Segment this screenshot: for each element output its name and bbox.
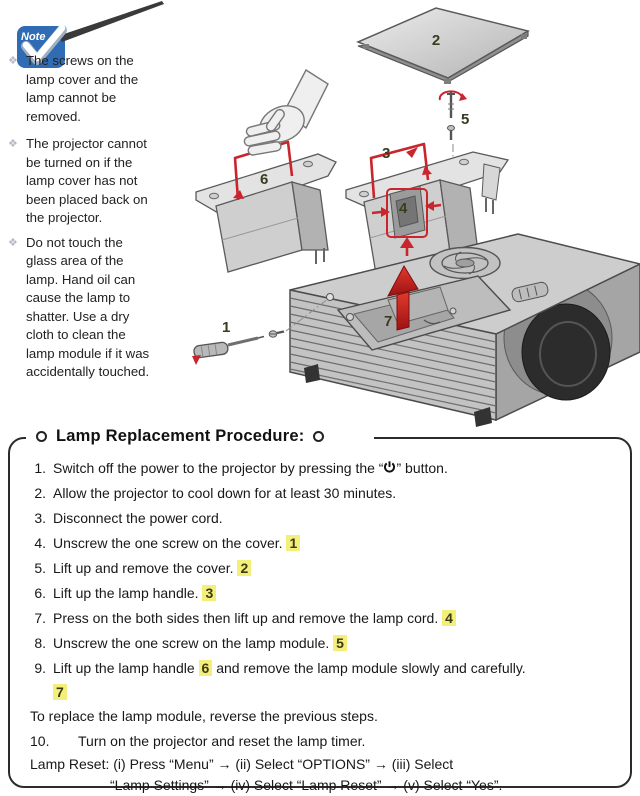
step-text: Turn on the projector and reset the lamp timer. [78,733,366,749]
note-text: The screws on the lamp cover and the lamp cannot be removed. [26,53,139,124]
step-number: 6. [34,585,46,601]
procedure-steps [10,439,630,796]
step-text: Lift up the lamp handle. 3 [53,581,620,606]
step-text: Unscrew the one screw on the cover. 1 [53,531,620,556]
replace-note: To replace the lamp module, reverse the previous steps. [30,708,378,724]
diagram-ref-highlight: 7 [53,684,67,700]
note-icon-label: Note [21,31,46,43]
procedure-step-7 [24,606,620,631]
note-item-screws [8,52,180,126]
step-number: 5. [34,560,46,576]
diagram-ref-highlight: 3 [202,585,216,601]
power-icon [383,460,396,474]
procedure-step-9 [24,656,620,703]
connector-ring-icon [36,431,47,442]
procedure-title: Lamp Replacement Procedure: [56,427,305,445]
step-number: 4. [34,535,46,551]
fan-grille [430,248,500,279]
step-number: 3. [34,510,46,526]
callout-6: 6 [260,171,269,188]
checkmark-tail [58,1,164,42]
callout-5: 5 [461,111,470,128]
step-text: Press on the both sides then lift up and remove the lamp cord. 4 [53,606,620,631]
step-text: Lift up the lamp handle 6 and remove the lamp module slowly and carefully. 7 [53,660,526,700]
diamond-bullet-icon: ❖ [8,55,18,67]
step-text: Disconnect the power cord. [53,510,223,526]
note-item-glass [8,234,180,382]
sidebar-notes [8,52,180,391]
step-number: 7. [34,610,46,626]
callout-2: 2 [431,32,441,49]
procedure-step-8 [24,631,620,656]
step-text: Allow the projector to cool down for at least 30 minutes. [53,485,397,501]
diamond-bullet-icon: ❖ [8,236,18,249]
diagram-ref-highlight: 6 [199,660,213,676]
callout-1: 1 [222,319,231,336]
procedure-box [8,427,632,793]
step-number: 10. [30,733,50,749]
step-text [53,456,620,481]
procedure-step-6 [24,581,620,606]
procedure-step-2 [24,481,620,506]
procedure-step-4 [24,531,620,556]
diagram-ref-highlight: 1 [286,535,300,551]
procedure-step-3 [24,506,620,531]
diagram-ref-highlight: 5 [333,635,347,651]
step-text-pre: Switch off the power to the projector by pressing the “ [53,460,384,476]
step-text: Unscrew the one screw on the lamp module. 5 [53,631,620,656]
step-number: 1. [34,460,46,476]
diamond-bullet-icon: ❖ [8,138,18,150]
procedure-step-1 [24,456,620,481]
step-number: 9. [34,660,46,676]
step-text-post: ” button. [396,460,448,476]
lamp-module-handle-view [196,70,336,272]
note-text: Do not touch the glass area of the lamp. Hand oil can cause the lamp to shatter. Use a dry cloth to clean the lamp module if it was accidentally touched. [26,234,150,379]
lamp-reset-line2: “Lamp Settings” → (iv) Select “Lamp Reset” → (v) Select “Yes”. [110,777,503,793]
lamp-replacement-diagram [178,0,640,432]
procedure-step-10 [30,729,620,754]
procedure-step-5 [24,556,620,581]
lamp-reset-line1: Lamp Reset: (i) Press “Menu” → (ii) Select “OPTIONS” → (iii) Select [30,756,454,772]
procedure-title-row [32,427,328,446]
step-number: 2. [34,485,46,501]
step-number: 8. [34,635,46,651]
lamp-cover-plate [358,8,528,84]
callout-3: 3 [382,145,391,162]
diagram-ref-highlight: 4 [442,610,456,626]
projector-body [290,234,640,427]
note-item-power [8,135,180,228]
callout-7: 7 [384,313,393,330]
diagram-ref-highlight: 2 [237,560,251,576]
callout-4: 4 [399,200,408,217]
note-text: The projector cannot be turned on if the lamp cover has not been placed back on the projector. [26,136,148,225]
step-text: Lift up and remove the cover. 2 [53,556,620,581]
connector-ring-icon [313,431,324,442]
